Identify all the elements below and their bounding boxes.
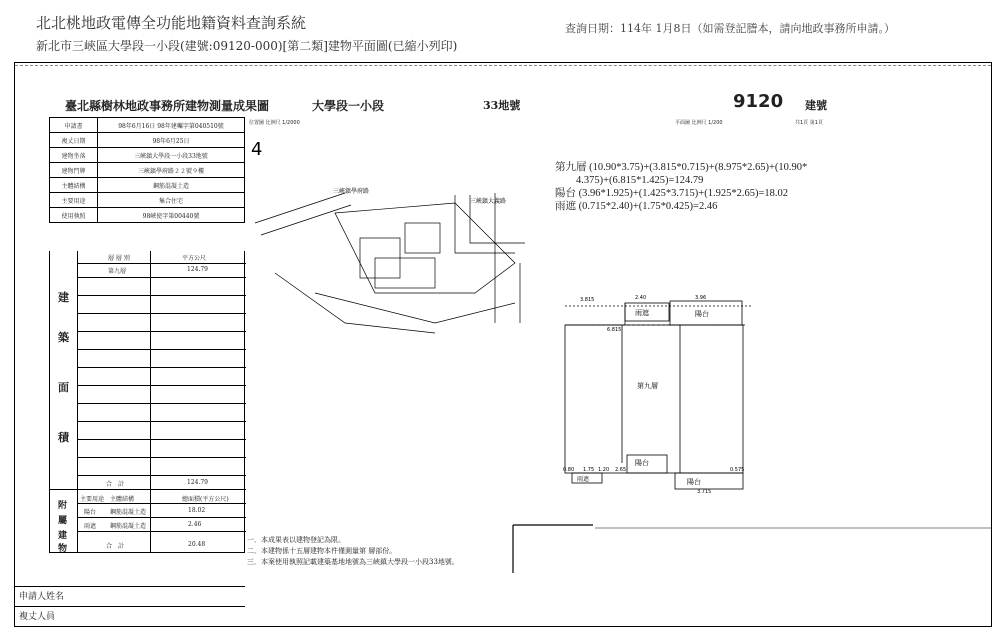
annex-col-struct: 主體結構: [110, 496, 135, 503]
side-char: 屬: [58, 516, 68, 526]
formula-line: 第九層 (10.90*3.75)+(3.815*0.715)+(8.975*2.65)+(10.90*: [555, 162, 808, 173]
dim-bottom: 2.65: [615, 467, 627, 473]
side-char: 面: [58, 381, 69, 394]
info-value: 鋼筋混凝土造: [98, 178, 245, 193]
query-date: 查詢日期：114年 1月8日（如需登記謄本，請向地政事務所申請。）: [565, 22, 895, 35]
surveyor-label: 複丈人員: [15, 606, 245, 626]
road2-label: 三峽鎮大義路: [470, 198, 507, 205]
dim-inner: 6.815: [607, 327, 622, 333]
survey-sheet: [14, 62, 992, 627]
north-mark: 4: [251, 139, 263, 160]
info-label: 主要用途: [50, 193, 98, 208]
note-item: 三．本案使用執照記載建築基地地號為三峽鎮大學段一小段33地號。: [247, 558, 459, 566]
dim-bottom: 1.20: [598, 467, 610, 473]
info-value: 集合住宅: [98, 193, 245, 208]
dim-top: 3.815: [580, 297, 595, 303]
note-item: 二．本建物係十五層建物本件僅測量第 層部份。: [247, 547, 397, 555]
info-label: 建物門牌: [50, 163, 98, 178]
location-scale: 位置圖 比例尺 1/2000: [249, 120, 300, 126]
floor-plan: [565, 301, 753, 489]
formula-line: 雨遮 (0.715*2.40)+(1.75*0.425)=2.46: [555, 201, 718, 212]
annex-area: 18.02: [188, 507, 206, 514]
info-value: 三峽鎮大學段一小段33地號: [98, 148, 245, 163]
annex-col-use: 主要用途: [80, 496, 105, 503]
area-col-floor: 層 層 別: [108, 255, 130, 262]
dim-bottom: 1.75: [583, 467, 595, 473]
annex-use: 陽台: [84, 509, 97, 516]
info-value: 三峽鎮學府路２２號９樓: [98, 163, 245, 178]
annex-total: 20.48: [188, 541, 206, 548]
location-map: [255, 193, 525, 333]
side-char: 物: [58, 544, 68, 554]
building-number-label: 建號: [805, 99, 827, 112]
dim-bottom: 0.80: [563, 467, 575, 473]
dim-top: 3.96: [695, 295, 707, 301]
info-value: 98年6月16日 98年建囑字第040510號: [98, 118, 245, 133]
floor-label-plan: 第九層: [637, 382, 658, 390]
dim-bottom: 0.575: [730, 467, 745, 473]
floor-label: 第九層: [108, 268, 127, 275]
side-char: 建: [58, 291, 69, 304]
rain-cover-label: 雨遮: [635, 309, 649, 317]
balcony-label: 陽台: [695, 310, 709, 318]
balcony-label-2: 陽台: [635, 459, 649, 467]
formula-line: 4.375)+(6.815*1.425)=124.79: [555, 175, 704, 186]
info-value: 98峽使字第00440號: [98, 208, 245, 223]
info-label: 申請書: [50, 118, 98, 133]
annex-area: 2.46: [188, 521, 202, 528]
formula-line: 陽台 (3.96*1.925)+(1.425*3.715)+(1.925*2.65)=18.02: [555, 188, 788, 199]
road-label: 三峽鎮學府路: [333, 188, 370, 195]
annex-struct: 鋼筋混凝土造: [110, 509, 147, 516]
area-col-sqm: 平方公尺: [182, 255, 207, 262]
info-value: 98年6月25日: [98, 133, 245, 148]
info-label: 建物坐落: [50, 148, 98, 163]
side-char: 建: [58, 531, 68, 541]
area-total: 124.79: [187, 479, 208, 486]
annex-total-label: 合 計: [106, 543, 125, 550]
annex-struct: 鋼筋混凝土造: [110, 523, 147, 530]
sheet-section: 大學段一小段: [312, 99, 385, 113]
annex-use: 雨遮: [84, 523, 97, 530]
page-label: 共1頁 第1頁: [795, 120, 823, 126]
header-subtitle: 新北市三峽區大學段一小段(建號:09120-000)[第二類]建物平面圖(已縮小列印): [36, 39, 458, 53]
info-label: 複丈日期: [50, 133, 98, 148]
floor-area: 124.79: [187, 266, 208, 273]
side-char: 積: [58, 431, 69, 444]
note-item: 一．本成果表以建物登記為限。: [247, 536, 345, 544]
dim-bottom-balcony: 3.715: [697, 489, 712, 495]
applicant-label: 申請人姓名: [15, 586, 245, 606]
plan-scale: 平面圖 比例尺 1/200: [675, 120, 723, 126]
building-number: 9120: [733, 91, 784, 112]
sheet-lot: 33地號: [483, 99, 521, 112]
dim-top: 2.40: [635, 295, 647, 301]
balcony-label-3: 陽台: [687, 478, 701, 486]
sheet-title: 臺北縣樹林地政事務所建物測量成果圖: [65, 99, 270, 113]
info-label: 主體結構: [50, 178, 98, 193]
info-label: 使用執照: [50, 208, 98, 223]
side-char: 附: [58, 501, 68, 511]
header-title: 北北桃地政電傳全功能地籍資料查詢系統: [36, 14, 307, 32]
drawings: [15, 63, 992, 627]
annex-col-area: 總面積(平方公尺): [182, 496, 229, 503]
rain-cover-label-2: 雨遮: [577, 476, 590, 483]
area-total-label: 合 計: [106, 481, 125, 488]
side-char: 築: [58, 331, 69, 344]
